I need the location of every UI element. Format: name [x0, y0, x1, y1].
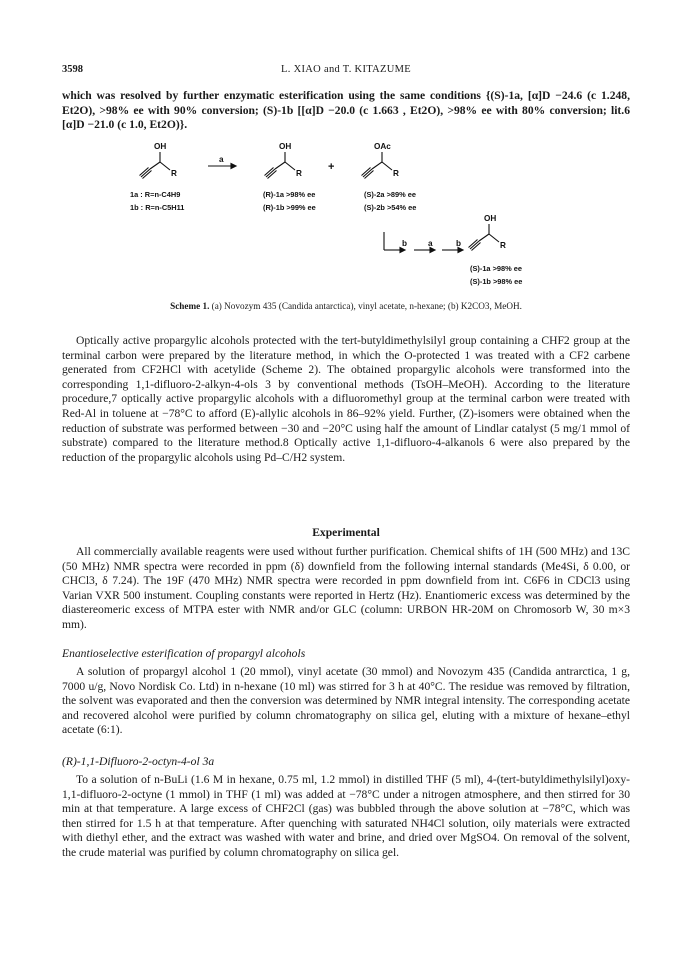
label-r-4: R	[500, 241, 506, 250]
running-head: L. XIAO and T. KITAZUME	[281, 64, 411, 75]
label-r-1a-ee: (R)-1a >98% ee	[263, 190, 316, 199]
body-paragraph-3	[62, 545, 630, 633]
label-s-1b-ee: (S)-1b >98% ee	[470, 277, 523, 286]
label-s-1a-ee: (S)-1a >98% ee	[470, 264, 522, 273]
scheme-caption-text: (a) Novozym 435 (Candida antarctica), vinyl acetate, n-hexane; (b) K2CO3, MeOH.	[211, 301, 522, 311]
subheading-esterification: Enantioselective esterification of propargyl alcohols	[62, 647, 306, 660]
label-oh-3: OH	[484, 214, 497, 223]
label-r-1b-ee: (R)-1b >99% ee	[263, 203, 316, 212]
label-s-2a-ee: (S)-2a >89% ee	[364, 190, 416, 199]
label-1a: 1a : R=n-C4H9	[130, 190, 181, 199]
section-heading-experimental: Experimental	[312, 526, 380, 539]
label-r-3: R	[393, 169, 399, 178]
label-oh-1: OH	[154, 142, 167, 151]
paragraph-text: Optically active propargylic alcohols protected with the tert-butyldimethylsilyl group containing a CHF2 group at the terminal carbon were prepared by the literature method, in which the O-protected 1 was treated with a CF2 carbene generated from CF2HCl with acetylide (Scheme 2). The obtained propargylic alcohols were transformed into the corresponding 1,1-difluoro-2-alkyn-4-ols 3 by conventional methods (TsOH–MeOH). According to the literature procedure,7 optically active propargylic alcohols with a difluoromethyl group at the terminal carbon were treated with Red-Al in toluene at −78°C to afford (E)-allylic alcohols in 86–92% yield. Further, (Z)-isomers were obtained when the reduction of substrate was performed between −30 and −20°C using half the amount of Lindlar catalyst (5 mg/1 mmol of substrate) compared to the literature method.8 Optically active 1,1-difluoro-4-alkanols 6 were also prepared by the reduction of the propargylic alcohols using Pd–C/H2 system.	[62, 334, 630, 464]
paragraph-text: All commercially available reagents were used without further purification. Chemical shifts of 1H (500 MHz) and 13C (50 MHz) NMR spectra were recorded in ppm (δ) downfield from the following internal standards (Me4Si, δ 0.00, or CHCl3, δ 7.24). The 19F (470 MHz) NMR spectra were recorded in ppm downfield from int. C6F6 in CDCl3 using Varian VXR 500 instument. Coupling constants were reported in Hertz (Hz). Enantiomeric excess was determined by the diastereomeric excess of MTPA ester with NMR and/or GLC (column: URBON HR-20M on Chromosorb W, 30 m×3 mm).	[62, 545, 630, 631]
plus-sign: +	[328, 161, 335, 173]
label-s-2b-ee: (S)-2b >54% ee	[364, 203, 417, 212]
label-oh-2: OH	[279, 142, 292, 151]
body-paragraph-4	[62, 665, 630, 738]
body-paragraph-5	[62, 773, 630, 861]
structure-racemic-alcohol	[140, 152, 171, 179]
label-1b: 1b : R=n-C5H11	[130, 203, 185, 212]
page-number: 3598	[62, 64, 83, 75]
subheading-compound-3a: (R)-1,1-Difluoro-2-octyn-4-ol 3a	[62, 755, 215, 768]
body-paragraph-2	[62, 334, 630, 465]
arrow-label-a-2: a	[428, 239, 433, 248]
arrow-label-b-1: b	[402, 239, 408, 248]
structure-s-alcohol	[469, 224, 500, 251]
structure-s-acetate	[362, 152, 393, 179]
arrow-label-a-1: a	[219, 155, 224, 164]
scheme-caption	[62, 301, 630, 311]
scheme-1-diagram	[62, 138, 630, 288]
label-oac: OAc	[374, 142, 391, 151]
intro-paragraph: which was resolved by further enzymatic esterification using the same conditions {(S)-1a, [α]D −24.6 (c 1.248, Et2O), >98% ee with 90% conversion; (S)-1b [[α]D −20.0 (c 1.663 , Et2O), >98% ee with 80% conversion; lit.6 [α]D −21.0 (c 1.0, Et2O)}.	[62, 89, 630, 132]
arrow-label-b-2: b	[456, 239, 462, 248]
page-header	[62, 64, 630, 78]
label-r-2: R	[296, 169, 302, 178]
reaction-path-bracket	[384, 232, 463, 253]
paragraph-text: A solution of propargyl alcohol 1 (20 mmol), vinyl acetate (30 mmol) and Novozym 435 (Candida antrarctica, 1 g, 7000 u/g, Novo Nordisk Co. Ltd) in n-hexane (10 ml) was stirred for 3 h at 40°C. The residue was removed by filtration, the solvent was evaporated and then the conversion was determined by NMR integral intensity. The corresponding acetate and recovered alcohol were purified by column chromatography on silica gel, eluting with a mixture of hexane–ethyl acetate (6:1).	[62, 665, 630, 737]
scheme-caption-label: Scheme 1.	[170, 301, 210, 311]
structure-r-alcohol	[265, 152, 296, 179]
paragraph-text: To a solution of n-BuLi (1.6 M in hexane, 0.75 ml, 1.2 mmol) in distilled THF (5 ml), 4-(tert-butyldimethylsilyl)oxy-1,1-difluoro-2-octyne (1 mmol) in THF (1 ml) was added at −78°C under a nitrogen atmosphere, and then stirred for 30 min at that temperature. A large excess of CHF2Cl (gas) was bubbled through the above solution at −78°C, which was then stirred for 1.5 h at that temperature. After quenching with saturated NH4Cl solution, oily materials were extracted with diethyl ether, and the extract was washed with water and brine, and dried over MgSO4. On removal of the solvent, the crude material was purified by column chromatography on silica gel.	[62, 773, 630, 859]
label-r-1: R	[171, 169, 177, 178]
